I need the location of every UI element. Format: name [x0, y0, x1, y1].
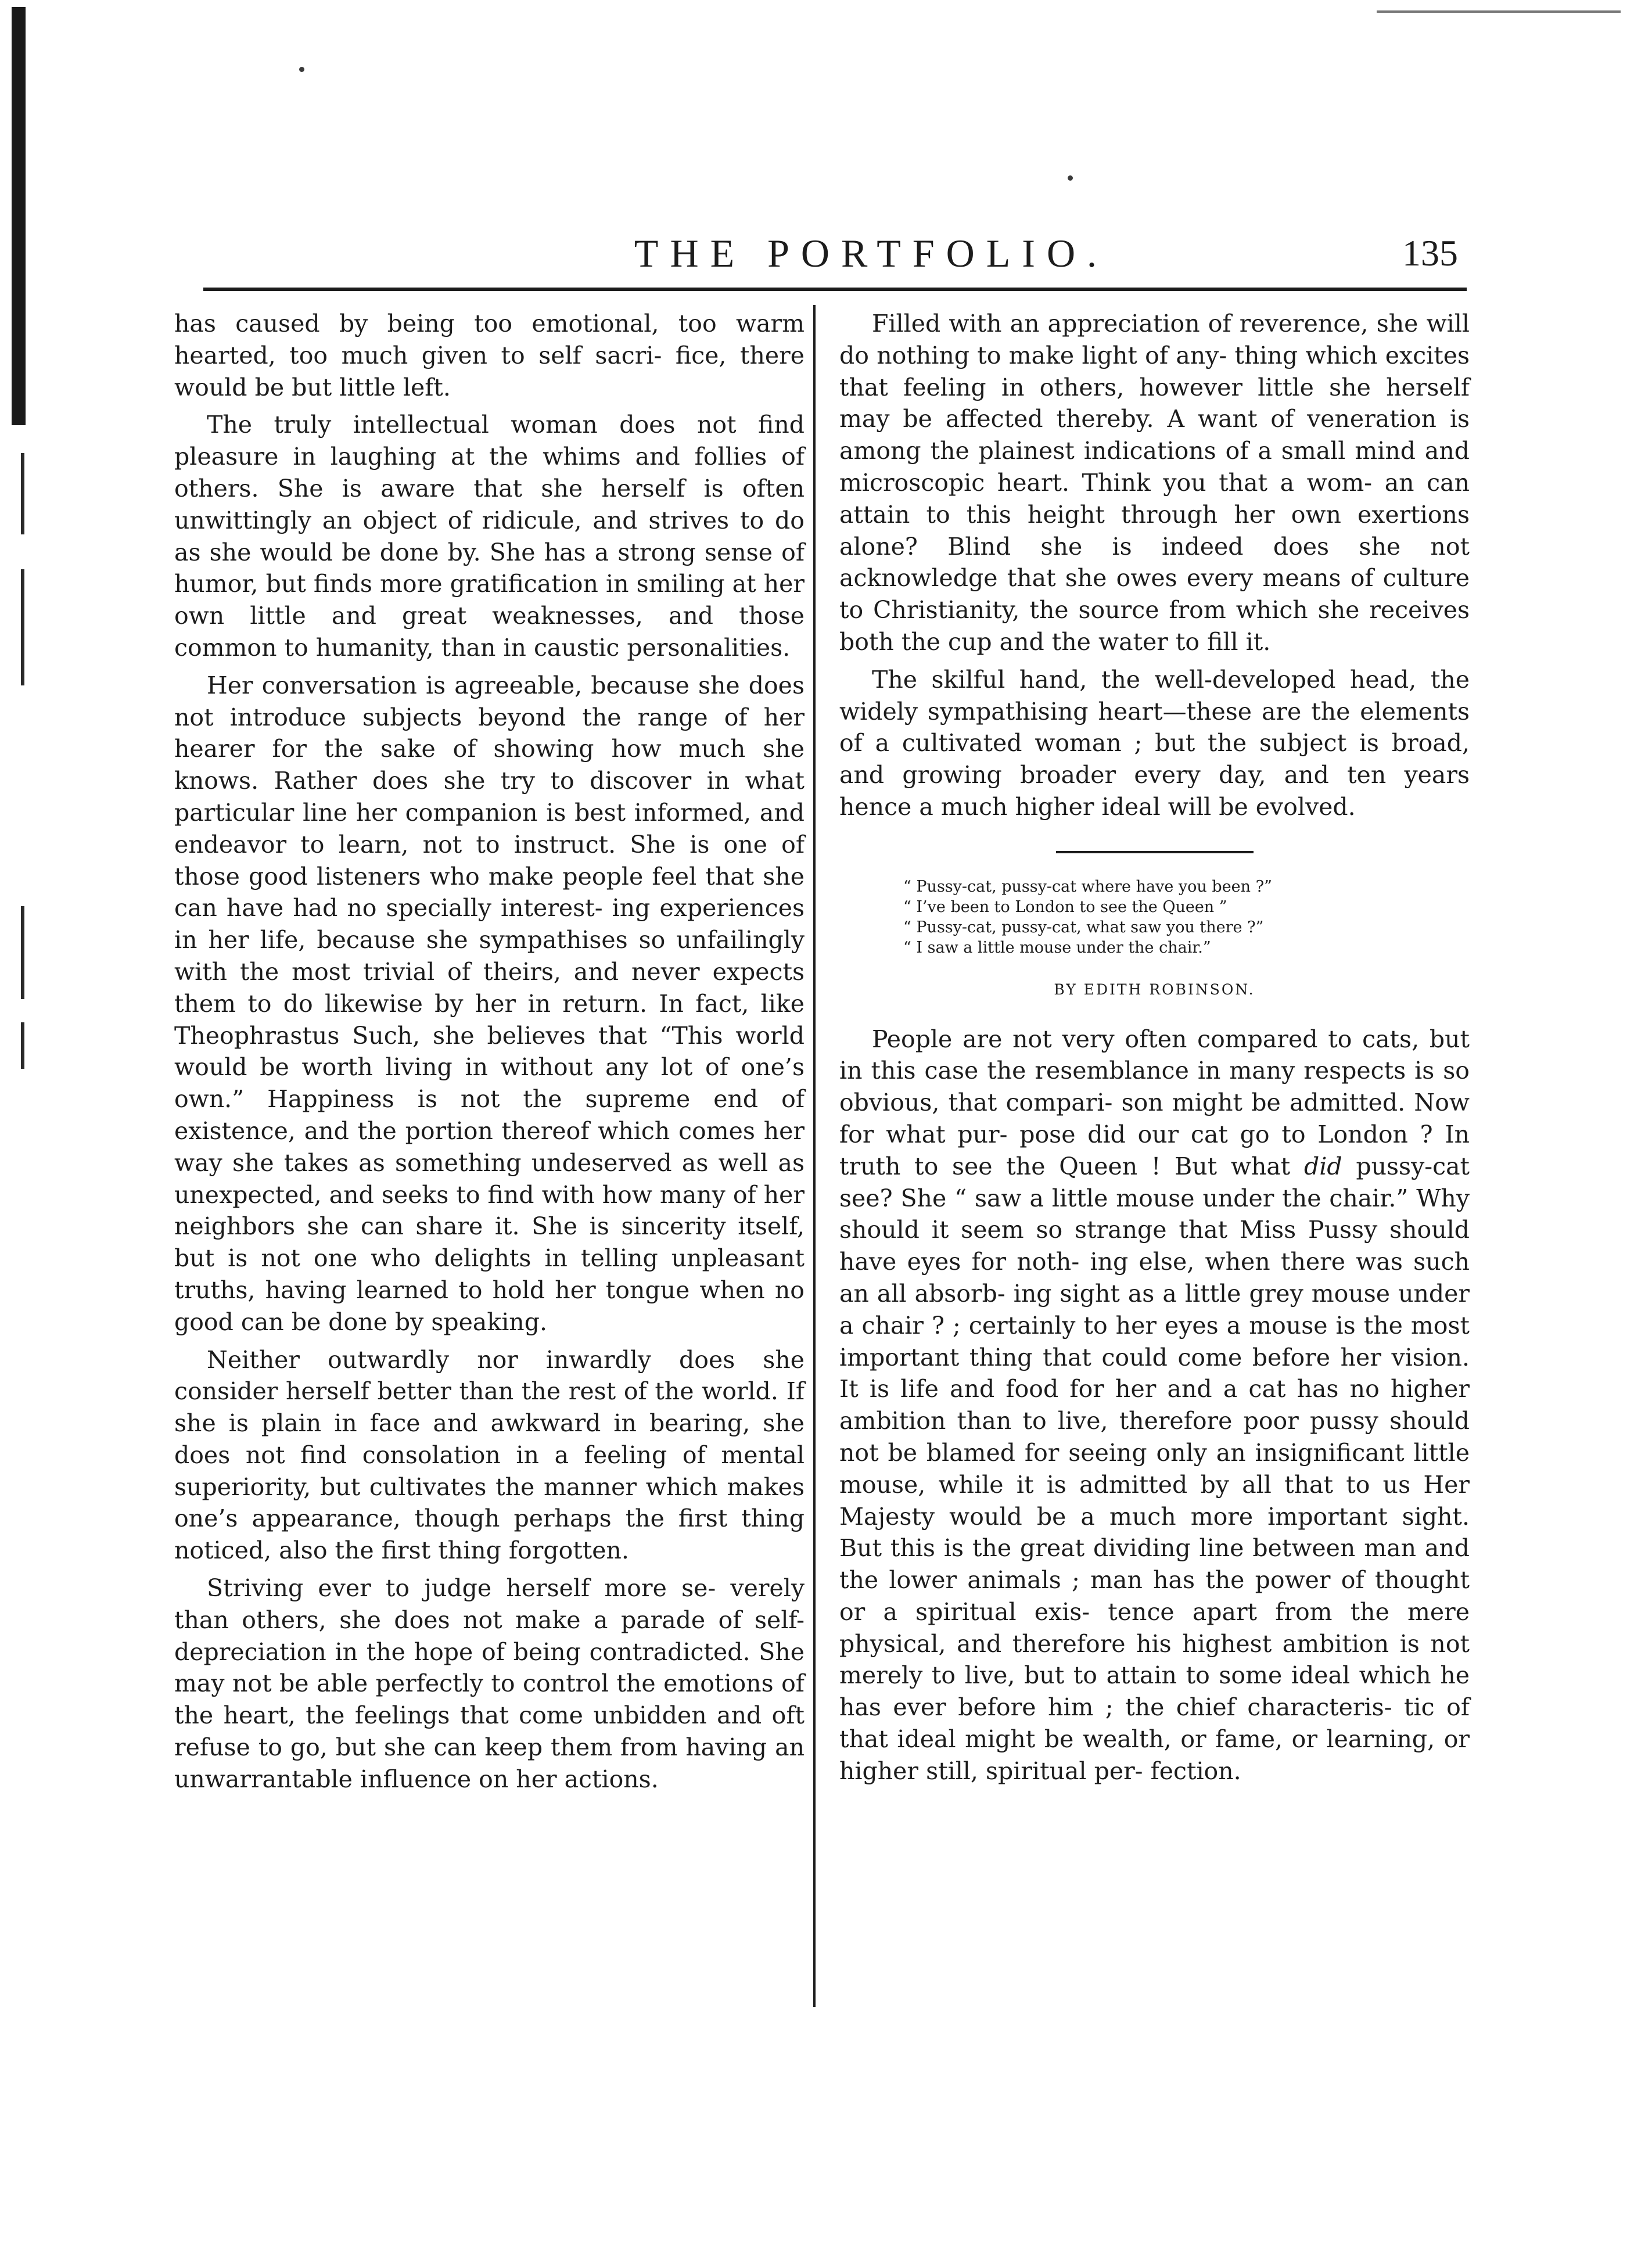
binding-tick	[21, 906, 24, 999]
article-paragraph	[839, 1023, 1470, 1787]
epigraph-line: “ I saw a little mouse under the chair.”	[903, 938, 1211, 957]
epigraph-line: “ I’ve been to London to see the Queen ”	[903, 897, 1227, 916]
epigraph	[903, 877, 1470, 958]
paragraph: The skilful hand, the well-developed head, the widely sympathising heart—these are the elements of a cultivated woman ; but the subject is broad, and growing broader every day, and ten years hence a much higher ideal will be evolved.	[839, 665, 1470, 821]
right-column	[839, 308, 1470, 1793]
scan-edge-rule	[1377, 10, 1621, 13]
scan-speck	[299, 67, 304, 72]
paragraph: has caused by being too emotional, too warm hearted, too much given to self sacri- fice, there would be but little left.	[174, 310, 805, 401]
binding-tick	[21, 569, 24, 685]
column-divider	[813, 305, 816, 2007]
page-number: 135	[1402, 232, 1458, 274]
paragraph: Neither outwardly nor inwardly does she consider herself better than the rest of the world. If she is plain in face and awkward in bearing, she does not find consolation in a feeling of mental superiority, but cultivates the manner which makes one’s appearance, though perhaps the first thing noticed, also the first thing forgotten.	[174, 1345, 805, 1565]
paragraph: Filled with an appreciation of reverence, she will do nothing to make light of any- thing which excites that feeling in others, however little she herself may be affected thereby. A want of veneration is among the plainest indications of a small mind and microscopic heart. Think you that a wom- an can attain to this height through her own exertions alone? Blind she is indeed does she not acknowledge that she owes every means of culture to Christianity, the source from which she receives both the cup and the water to fill it.	[839, 310, 1470, 656]
left-column	[174, 308, 805, 1801]
epigraph-line: “ Pussy-cat, pussy-cat where have you been ?”	[903, 877, 1272, 896]
section-divider	[1056, 851, 1254, 853]
paragraph: Striving ever to judge herself more se- verely than others, she does not make a parade of self-depreciation in the hope of being contradicted. She may not be able perfectly to control the emotions of the heart, the feelings that come unbidden and oft refuse to go, but she can keep them from having an unwarrantable influence on her actions.	[174, 1574, 805, 1793]
paragraph: Her conversation is agreeable, because she does not introduce subjects beyond the range of her hearer for the sake of showing how much she knows. Rather does she try to discover in what particular line her companion is best informed, and endeavor to learn, not to instruct. She is one of those good listeners who make people feel that she can have had no specially interest- ing experiences in her life, because she sympathises so unfailingly with the most trivial of theirs, and never expects them to do likewise by her in return. In fact, like Theophrastus Such, she believes that “This world would be worth living in without any lot of one’s own.” Happiness is not the supreme end of existence, and the portion thereof which comes her way she takes as something undeserved as well as unexpected, and seeks to find with how many of her neighbors she can share it. She is sincerity itself, but is not one who delights in telling unpleasant truths, having learned to hold her tongue when no good can be done by speaking.	[174, 671, 805, 1336]
article-text: People are not very often compared to cats, but in this case the resemblance in many respects is so obvious, that compari- son might be admitted. Now for what pur- pose did our cat go to London ? In truth to see the Queen ! But what	[839, 1025, 1470, 1180]
article-text: pussy-cat see? She “ saw a little mouse under the chair.” Why should it seem so strange that Miss Pussy should have eyes for noth- ing else, when there was such an all absorb- ing sight as a little grey mouse under a chair ? ; certainly to her eyes a mouse is the most important thing that could come before her vision. It is life and food for her and a cat has no higher ambition than to live, therefore poor pussy should not be blamed for seeing only an insignificant little mouse, while it is admitted by all that to us Her Majesty would be a much more important sight. But this is the great dividing line between man and the lower animals ; man has the power of thought or a spiritual exis- tence apart from the mere physical, and therefore his highest ambition is not merely to live, but to attain to some ideal which he has ever before him ; the chief characteris- tic of that ideal might be wealth, or fame, or learning, or higher still, spiritual per- fection.	[839, 1152, 1470, 1785]
paragraph: The truly intellectual woman does not find pleasure in laughing at the whims and follies of others. She is aware that she herself is often unwittingly an object of ridicule, and strives to do as she would be done by. She has a strong sense of humor, but finds more gratification in smiling at her own little and great weaknesses, and those common to humanity, than in caustic personalities.	[174, 411, 805, 662]
binding-edge-mark	[12, 7, 26, 425]
scan-speck	[1068, 175, 1073, 181]
header-rule	[203, 288, 1467, 291]
epigraph-line: “ Pussy-cat, pussy-cat, what saw you there ?”	[903, 918, 1264, 936]
binding-tick	[21, 453, 24, 534]
byline: BY EDITH ROBINSON.	[1054, 981, 1255, 998]
emphasis-text: did	[1304, 1152, 1342, 1180]
binding-tick	[21, 1022, 24, 1069]
running-head: THE PORTFOLIO.	[634, 231, 1109, 275]
